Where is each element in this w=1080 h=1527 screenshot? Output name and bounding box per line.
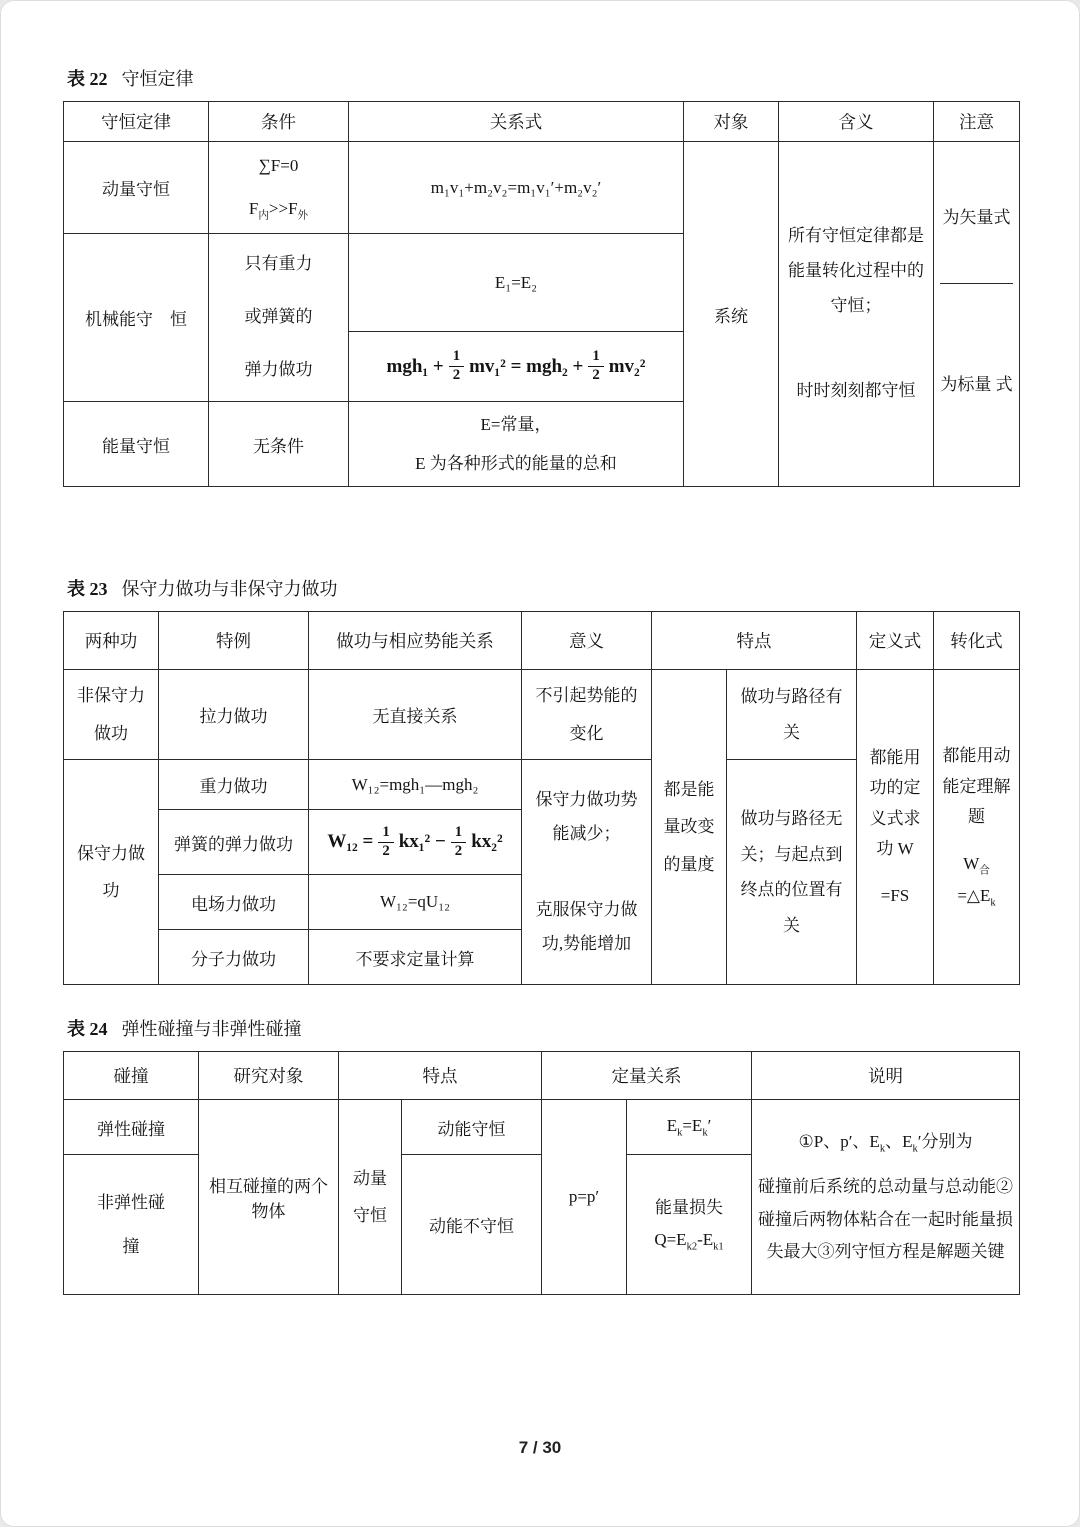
t22-mechanical-name: 机械能守 恒: [64, 234, 209, 402]
t23-header-relation: 做功与相应势能关系: [309, 612, 522, 670]
t22-header-row: [64, 102, 1020, 142]
t23-nonconservative-name: 非保守力做功: [64, 670, 159, 760]
t23-electric-relation: W₁₂=qU₁₂: [309, 875, 522, 930]
t23-conservative-name: 保守力做功: [64, 760, 159, 985]
t23-header-definition: 定义式: [857, 612, 934, 670]
t23-spring-example: 弹簧的弹力做功: [159, 810, 309, 875]
t23-molecular-example: 分子力做功: [159, 930, 309, 985]
t23-gravity-relation: W₁₂=mgh₁—mgh₂: [309, 760, 522, 810]
t23-spring-relation: [309, 810, 522, 875]
t22-momentum-relation: m₁v₁+m₂v₂=m₁v₁′+m₂v₂′: [349, 142, 684, 234]
t22-momentum-cond-line2: $F_内>>F_外$: [248, 198, 309, 221]
t24-inelastic-feature: 动能不守恒: [402, 1155, 542, 1295]
t23-molecular-relation: 不要求定量计算: [309, 930, 522, 985]
t22-momentum-condition: [209, 142, 349, 234]
t23-header-meaning: 意义: [522, 612, 652, 670]
t22-object-cell: 系统: [684, 142, 779, 487]
conservation-laws-table: [63, 101, 1020, 487]
t22-energy-name: 能量守恒: [64, 402, 209, 487]
table24-caption-title: 弹性碰撞与非弹性碰撞: [121, 1019, 302, 1040]
t24-note-line1: ①P、p′、$E_k$、$E_k'$分别为: [798, 1132, 973, 1155]
t22-note-scalar: 为标量 式: [940, 374, 1013, 394]
t24-header-feature: 特点: [339, 1052, 542, 1100]
t24-momentum-feature: 动量守恒: [339, 1100, 402, 1295]
t22-momentum-cond-line1: ∑F=0: [258, 156, 299, 175]
fraction: $\frac{1}{2}$: [378, 825, 393, 859]
t22-header-object: 对象: [684, 102, 779, 142]
table23-caption-label: 表 23: [67, 579, 108, 600]
t24-header-quantity: 定量关系: [542, 1052, 752, 1100]
t23-nonconservative-meaning: 不引起势能的变化: [522, 670, 652, 760]
t24-elastic-name: 弹性碰撞: [64, 1100, 199, 1155]
fraction: $\frac{1}{2}$: [449, 349, 464, 383]
t22-note-split: [940, 148, 1013, 481]
t23-conversion-line2: $W_合$: [963, 853, 990, 877]
t23-header-row: [64, 612, 1020, 670]
t24-header-object: 研究对象: [199, 1052, 339, 1100]
t22-meaning-inner: [785, 219, 927, 408]
t22-header-relation: 关系式: [349, 102, 684, 142]
t24-elastic-relation: $E_k=E_k'$: [627, 1100, 752, 1155]
t23-header-feature: 特点: [652, 612, 857, 670]
t23-definition-cell: [857, 670, 934, 985]
t23-definition-line2: =FS: [880, 886, 910, 906]
t22-energy-condition: 无条件: [209, 402, 349, 487]
table24-caption-label: 表 24: [67, 1019, 108, 1040]
t23-nonconservative-example: 拉力做功: [159, 670, 309, 760]
t22-header-meaning: 含义: [779, 102, 934, 142]
collision-table: [63, 1051, 1020, 1295]
table23-caption: [67, 575, 1017, 601]
t22-header-note: 注意: [934, 102, 1020, 142]
t24-header-note: 说明: [752, 1052, 1020, 1100]
t23-conservative-meaning-p1: 保守力做功势能减少；: [535, 790, 638, 844]
t24-header-row: [64, 1052, 1020, 1100]
t23-conservative-meaning-p2: 克服保守力做功,势能增加: [535, 900, 638, 954]
t22-header-condition: 条件: [209, 102, 349, 142]
t23-gravity-example: 重力做功: [159, 760, 309, 810]
table24-caption: [67, 1015, 1017, 1041]
t22-header-law: 守恒定律: [64, 102, 209, 142]
t22-meaning-cell: [779, 142, 934, 487]
t23-conversion-line1: 都能用动能定理解题: [942, 745, 1011, 827]
t23-feature-shared: 都是能量改变的量度: [652, 670, 727, 985]
t22-meaning-paragraph2: 时时刻刻都守恒: [796, 380, 916, 400]
fraction: $\frac{1}{2}$: [588, 349, 603, 383]
t22-mechanical-relation1: E₁=E₂: [349, 234, 684, 332]
t24-row-elastic: [64, 1100, 1020, 1155]
t24-elastic-feature: 动能守恒: [402, 1100, 542, 1155]
t24-inelastic-relation: 能量损失 $Q=E_{k2}-E_{k1}$: [627, 1155, 752, 1295]
t22-energy-relation: E=常量， E 为各种形式的能量的总和: [349, 402, 684, 487]
t23-conservative-feature: 做功与路径无关；与起点到终点的位置有关: [727, 760, 857, 985]
t23-electric-example: 电场力做功: [159, 875, 309, 930]
t24-note-body: 碰撞前后系统的总动量与总动能②碰撞后两物体粘合在一起时能量损失最大③列守恒方程是解题关键: [758, 1177, 1013, 1262]
t24-inelastic-name: 非弹性碰 撞: [64, 1155, 199, 1295]
t23-definition-line1: 都能用功的定义式求功 W: [869, 747, 921, 859]
t23-conversion-line3: $=\triangle E_k$: [957, 886, 996, 909]
t23-conversion-cell: [934, 670, 1020, 985]
t22-mechanical-relation2: [349, 332, 684, 402]
t23-header-conversion: 转化式: [934, 612, 1020, 670]
page-number: 7 / 30: [518, 1438, 562, 1457]
t22-note-cell: [934, 142, 1020, 487]
t23-header-example: 特例: [159, 612, 309, 670]
t24-note-cell: [752, 1100, 1020, 1295]
t24-quantity-cell: p=p′: [542, 1100, 627, 1295]
fraction: $\frac{1}{2}$: [451, 825, 466, 859]
t22-momentum-name: 动量守恒: [64, 142, 209, 234]
t22-mechanical-condition: 只有重力 或弹簧的 弹力做功: [209, 234, 349, 402]
t24-header-collision: 碰撞: [64, 1052, 199, 1100]
t23-conservative-meaning: [522, 760, 652, 985]
table22-caption: [67, 65, 1017, 91]
t22-row-momentum: [64, 142, 1020, 234]
table22-caption-title: 守恒定律: [121, 69, 194, 89]
table22-caption-label: 表 22: [67, 69, 108, 89]
mechanical-energy-formula: mgh₁ + $\frac{1}{2}$ mv₁² = mgh₂ + $\frac{1}{2}$ mv₂²: [386, 348, 646, 383]
conservative-work-table: [63, 611, 1020, 985]
table23-caption-title: 保守力做功与非保守力做功: [121, 579, 338, 600]
t24-object-cell: 相互碰撞的两个物体: [199, 1100, 339, 1295]
t23-nonconservative-relation: 无直接关系: [309, 670, 522, 760]
t23-header-worktypes: 两种功: [64, 612, 159, 670]
t23-nonconservative-feature: 做功与路径有关: [727, 670, 857, 760]
spring-work-formula: W₁₂ = $\frac{1}{2}$ kx₁² − $\frac{1}{2}$ kx₂²: [327, 824, 503, 859]
t22-meaning-paragraph1: 所有守恒定律都是能量转化过程中的守恒；: [788, 226, 924, 316]
t23-row-nonconservative: [64, 670, 1020, 760]
t22-note-vector: 为矢量式: [940, 148, 1013, 285]
